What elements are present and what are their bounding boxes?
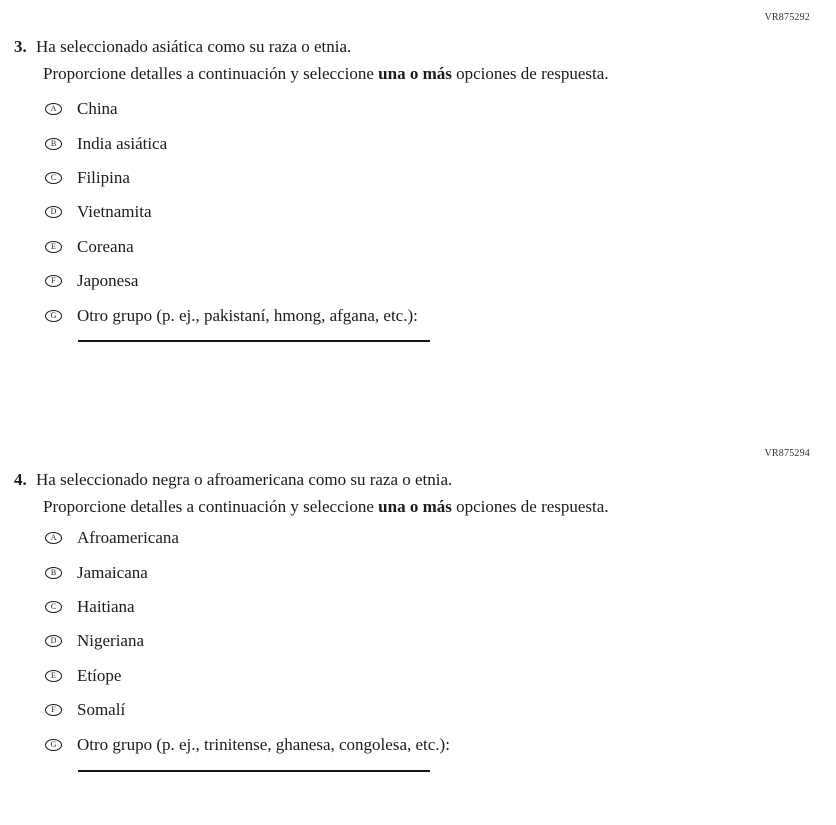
form-code: VR875294 [764, 448, 810, 459]
answer-option-label: Vietnamita [77, 202, 152, 222]
answer-option-label: Afroamericana [77, 528, 179, 548]
question-4-options [45, 521, 450, 762]
answer-option-label: Japonesa [77, 271, 139, 291]
answer-bubble-icon[interactable]: B [45, 567, 62, 579]
question-number: 3. [14, 37, 27, 56]
question-title: Ha seleccionado negra o afroamericana como su raza o etnia. [36, 470, 453, 489]
answer-bubble-icon[interactable]: A [45, 103, 62, 115]
answer-option[interactable] [45, 161, 418, 195]
answer-bubble-icon[interactable]: B [45, 138, 62, 150]
answer-option-label: India asiática [77, 133, 168, 153]
answer-option[interactable] [45, 92, 418, 126]
question-3-options [45, 92, 418, 333]
answer-bubble-icon[interactable]: G [45, 739, 62, 751]
answer-option-label: Filipina [77, 167, 130, 187]
answer-bubble-icon[interactable]: G [45, 310, 62, 322]
answer-option-other[interactable] [45, 298, 418, 332]
answer-bubble-icon[interactable]: E [45, 241, 62, 253]
answer-option[interactable] [45, 590, 450, 624]
answer-option[interactable] [45, 230, 418, 264]
answer-bubble-icon[interactable]: F [45, 275, 62, 287]
question-3-heading [14, 37, 351, 57]
answer-bubble-icon[interactable]: D [45, 635, 62, 647]
answer-bubble-icon[interactable]: F [45, 704, 62, 716]
answer-bubble-icon[interactable]: C [45, 601, 62, 613]
answer-option[interactable] [45, 555, 450, 589]
instruction-text: Proporcione detalles a continuación y seleccione [43, 497, 379, 516]
instruction-bold-text: una o más [378, 64, 452, 83]
question-4-heading [14, 470, 452, 490]
answer-option-label: Otro grupo (p. ej., trinitense, ghanesa, congolesa, etc.): [77, 734, 450, 754]
writein-line[interactable] [78, 770, 430, 772]
answer-option-label: Somalí [77, 700, 126, 720]
answer-option-label: Haitiana [77, 596, 135, 616]
answer-option-label: Jamaicana [77, 562, 148, 582]
answer-option[interactable] [45, 521, 450, 555]
instruction-text: opciones de respuesta. [451, 497, 609, 516]
answer-option[interactable] [45, 126, 418, 160]
instruction-text: opciones de respuesta. [451, 64, 609, 83]
answer-option[interactable] [45, 659, 450, 693]
answer-option-other[interactable] [45, 727, 450, 761]
answer-option[interactable] [45, 693, 450, 727]
question-instruction [43, 497, 609, 517]
answer-bubble-icon[interactable]: A [45, 532, 62, 544]
question-number: 4. [14, 470, 27, 489]
writein-line[interactable] [78, 340, 430, 342]
instruction-text: Proporcione detalles a continuación y seleccione [43, 64, 379, 83]
question-instruction [43, 64, 609, 84]
answer-bubble-icon[interactable]: E [45, 670, 62, 682]
answer-bubble-icon[interactable]: D [45, 206, 62, 218]
question-title: Ha seleccionado asiática como su raza o etnia. [36, 37, 352, 56]
answer-option-label: China [77, 99, 118, 119]
instruction-bold-text: una o más [378, 497, 452, 516]
answer-option-label: Etíope [77, 665, 122, 685]
answer-option[interactable] [45, 195, 418, 229]
answer-option[interactable] [45, 624, 450, 658]
answer-option-label: Otro grupo (p. ej., pakistaní, hmong, afgana, etc.): [77, 305, 418, 325]
answer-option-label: Nigeriana [77, 631, 145, 651]
answer-option[interactable] [45, 264, 418, 298]
answer-option-label: Coreana [77, 236, 134, 256]
form-code: VR875292 [764, 12, 810, 23]
answer-bubble-icon[interactable]: C [45, 172, 62, 184]
